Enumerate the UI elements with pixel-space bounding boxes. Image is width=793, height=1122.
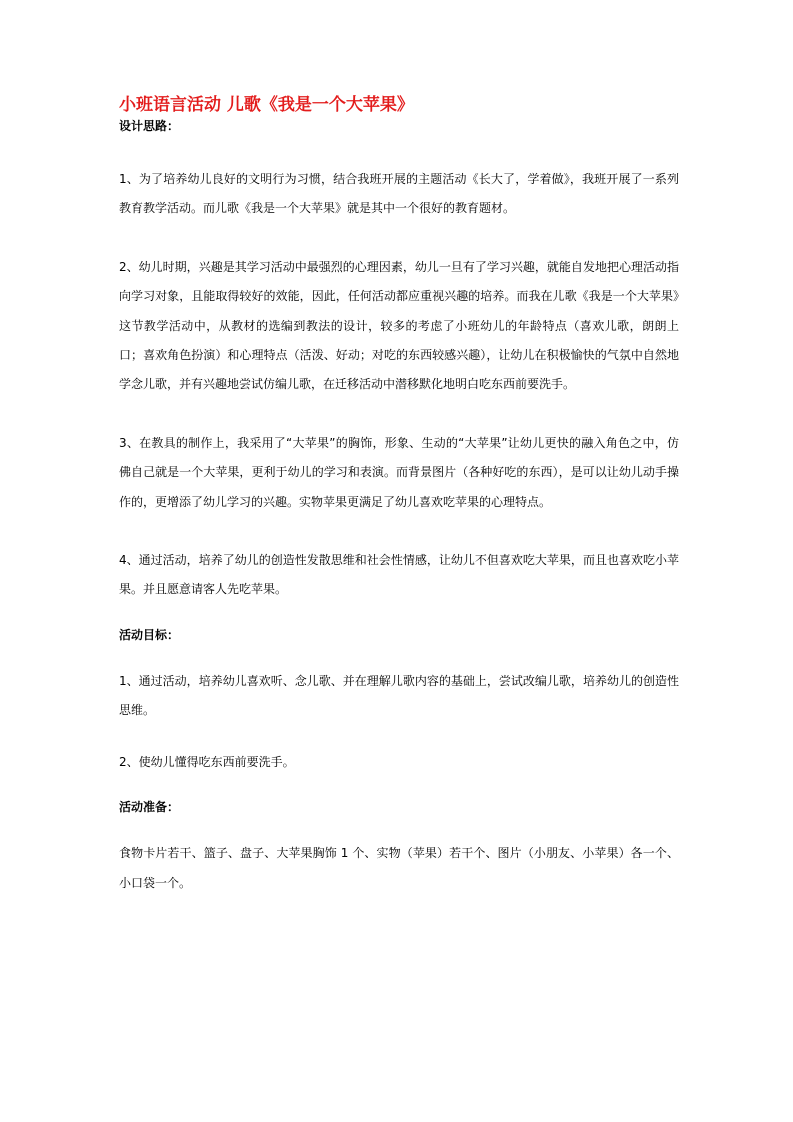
design-heading: 设计思路： xyxy=(119,119,180,133)
document-title: 小班语言活动 儿歌《我是一个大苹果》 xyxy=(119,95,414,115)
goals-paragraph-2: 2、使幼儿懂得吃东西前要洗手。 xyxy=(119,754,295,769)
document-page xyxy=(119,92,679,898)
goals-paragraph-1: 1、通过活动，培养幼儿喜欢听、念儿歌、并在理解儿歌内容的基础上，尝试改编儿歌，培养幼儿的创造性思维。 xyxy=(119,673,679,718)
design-paragraph-1: 1、为了培养幼儿良好的文明行为习惯，结合我班开展的主题活动《长大了，学着做》，我班开展了一系列教育教学活动。而儿歌《我是一个大苹果》就是其中一个很好的教育题材。 xyxy=(119,172,679,216)
design-paragraph-2: 2、幼儿时期，兴趣是其学习活动中最强烈的心理因素，幼儿一旦有了学习兴趣，就能自发地把心理活动指向学习对象，且能取得较好的效能，因此，任何活动都应重视兴趣的培养。而我在儿歌《我是一个大苹果》这节教学活动中，从教材的选编到教法的设计，较多的考虑了小班幼儿的年龄特点（喜欢儿歌，朗朗上口；喜欢角色扮演）和心理特点（活泼、好动；对吃的东西较感兴趣），让幼儿在积极愉快的气氛中自然地学念儿歌，并有兴趣地尝试仿编儿歌，在迁移活动中潜移默化地明白吃东西前要洗手。 xyxy=(119,259,679,392)
prep-paragraph: 食物卡片若干、篮子、盘子、大苹果胸饰 1 个、实物（苹果）若干个、图片（小朋友、小苹果）各一个、小口袋一个。 xyxy=(119,846,679,890)
design-paragraph-4: 4、通过活动，培养了幼儿的创造性发散思维和社会性情感，让幼儿不但喜欢吃大苹果，而且也喜欢吃小苹果。并且愿意请客人先吃苹果。 xyxy=(119,553,679,597)
goals-heading: 活动目标： xyxy=(119,627,180,642)
prep-heading: 活动准备： xyxy=(119,800,180,815)
design-paragraph-3: 3、在教具的制作上，我采用了“大苹果”的胸饰，形象、生动的“大苹果”让幼儿更快的融入角色之中，仿佛自己就是一个大苹果，更利于幼儿的学习和表演。而背景图片（各种好吃的东西），是可以让幼儿动手操作的，更增添了幼儿学习的兴趣。实物苹果更满足了幼儿喜欢吃苹果的心理特点。 xyxy=(119,435,679,509)
